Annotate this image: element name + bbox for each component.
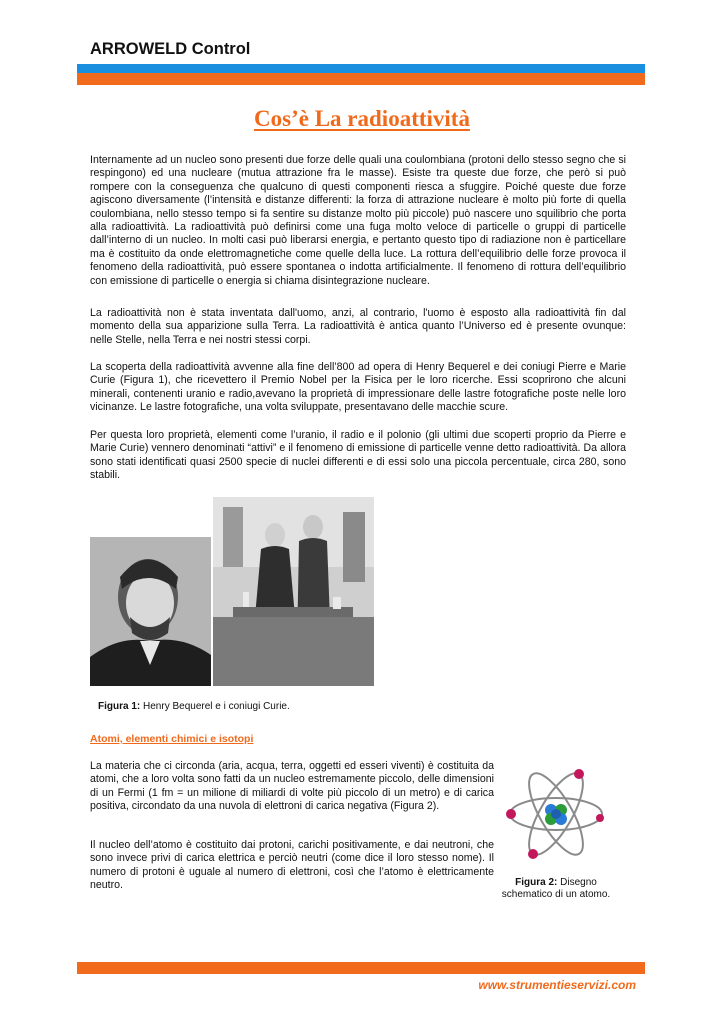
atom-diagram xyxy=(503,758,609,870)
footer-website-link[interactable]: www.strumentieservizi.com xyxy=(478,978,636,992)
figure-1-caption xyxy=(98,701,290,712)
paragraph-natural-radioactivity: La radioattività non è stata inventata dall'uomo, anzi, al contrario, l'uomo è esposto alla radioattività fin dal momento della sua apparizione sulla Terra. La radioattività è antica quanto l’Universo ed è presente ovunque: nelle Stelle, nella Terra e nei nostri stessi corpi. xyxy=(90,307,626,346)
header-band-orange xyxy=(77,73,645,85)
section-heading-atoms: Atomi, elementi chimici e isotopi xyxy=(90,733,254,745)
header-band-blue xyxy=(77,64,645,73)
figure-2-text: Disegno schematico di un atomo. xyxy=(501,877,611,900)
document-header-title: ARROWELD Control xyxy=(90,40,251,58)
paragraph-discovery: La scoperta della radioattività avvenne alla fine dell’800 ad opera di Henry Bequerel e dei coniugi Pierre e Marie Curie (Figura 1), che ricevettero il Premio Nobel per la Fisica per le loro ricerche. Essi scoprirono che alcuni minerali, contenenti uranio e radio,avevano la proprietà di impressionare delle lastre fotografiche poste nelle loro vicinanze. Le lastre fotografiche, una volta sviluppate, presentavano delle macchie scure. xyxy=(90,361,626,414)
figure-2-label: Figura 2: xyxy=(515,877,558,888)
paragraph-forces: Internamente ad un nucleo sono presenti due forze delle quali una coulombiana (protoni dello stesso segno che si respingono) ed una nucleare (mutua attrazione fra le masse). Esiste tra queste due forze, che però si può rompere con la conseguenza che qualcuno di questi componenti riesca a sfuggire. Poiché queste due forze agiscono diversamente (l’intensità e distanze differenti: la forza di attrazione nucleare è molto più forte di quella coulombiana, nello stesso tempo si fa sentire su distanze molto più piccole) può nascere uno squilibrio che porta alla radioattività. La radioattività può definirsi come una fuga molto veloce di particelle o gruppi di particelle dall’interno di un nucleo. In molti casi può liberarsi energia, e pertanto questo tipo di radiazione non è particellare ma è costituito da onde elettromagnetiche come quelle della luce. La rottura dell’equilibrio delle forze provoca il fenomeno della radioattività, può essere spontanea o indotta artificialmente. Il fenomeno di rottura dell’equilibrio con emissione di particelle o energia si chiama disintegrazione nucleare. xyxy=(90,154,626,287)
paragraph-active-elements: Per questa loro proprietà, elementi come l’uranio, il radio e il polonio (gli ultimi due scoperti proprio da Pierre e Marie Curie) vennero denominati “attivi” e il fenomeno di emissione di particelle venne detto radioattività. Da allora sono stati identificati quasi 2500 specie di nuclei differenti e di essi solo una piccola percentuale, circa 280, sono stabili. xyxy=(90,429,626,482)
bequerel-portrait-photo xyxy=(90,537,211,686)
paragraph-matter-atoms: La materia che ci circonda (aria, acqua, terra, oggetti ed esseri viventi) è costituita da atomi, che a loro volta sono fatti da un nucleo estremamente piccolo, delle dimensioni di un Fermi (1 fm = un milione di miliardi di volte più piccolo di un metro) e di carica positiva, circondato da una nuvola di elettroni di carica negativa (Figura 2). xyxy=(90,760,494,813)
page-title: Cos’è La radioattività xyxy=(254,106,470,131)
figure-2-caption xyxy=(496,877,616,901)
curie-couple-photo xyxy=(213,497,374,686)
footer-band-orange xyxy=(77,962,645,974)
paragraph-nucleus: Il nucleo dell’atomo è costituito dai protoni, carichi positivamente, e dai neutroni, che sono invece privi di carica elettrica e perciò neutri (come dice il loro stesso nome). Il numero di protoni è uguale al numero di elettroni, così che l’atomo è elettricamente neutro. xyxy=(90,839,494,892)
figure-1-text: Henry Bequerel e i coniugi Curie. xyxy=(140,701,290,712)
figure-1-label: Figura 1: xyxy=(98,701,141,712)
